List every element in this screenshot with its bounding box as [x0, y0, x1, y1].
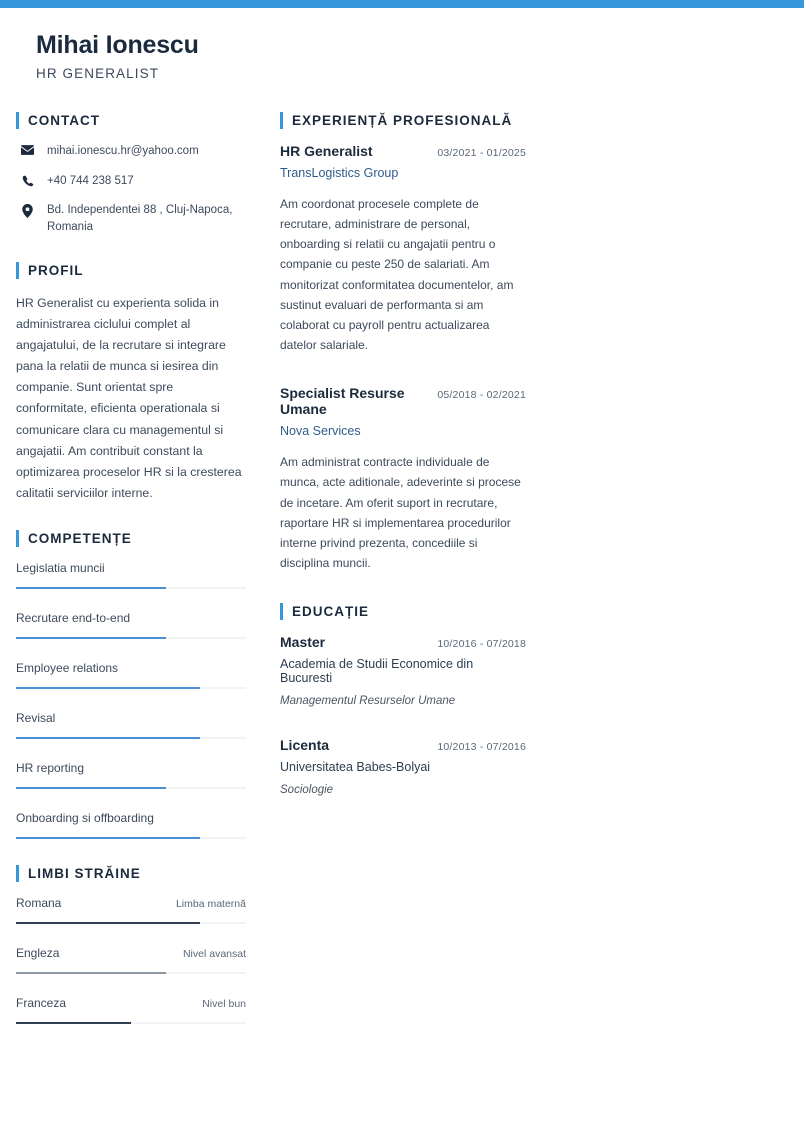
language-level-text: Nivel avansat [182, 948, 246, 961]
education-date: 10/2013 - 07/2016 [437, 741, 526, 754]
experience-date: 05/2018 - 02/2021 [437, 389, 526, 402]
skill-label: Legislatia muncii [16, 561, 105, 576]
education-institution: Universitatea Babes-Bolyai [280, 760, 431, 775]
skill-bar-fill [16, 587, 166, 589]
skill-bar-track [16, 587, 246, 589]
contact-phone-text: +40 744 238 517 [47, 174, 134, 187]
experience-role: HR Generalist [280, 143, 373, 159]
experience-list [280, 143, 526, 573]
top-accent-banner [0, 0, 804, 8]
section-accent-rule [280, 112, 283, 129]
resume-header [0, 8, 804, 81]
language-level-text: Limba maternă [175, 898, 246, 911]
education-section [280, 603, 526, 796]
skills-heading-label: COMPETENȚE [28, 531, 132, 547]
languages-section [16, 865, 246, 1024]
language-bar-fill [16, 972, 166, 974]
skill-bar-fill [16, 737, 200, 739]
skill-label: HR reporting [16, 761, 85, 776]
experience-role: Specialist Resurse Umane [280, 385, 405, 418]
experience-section [280, 112, 526, 573]
experience-entry [280, 143, 526, 355]
contact-email-text: mihai.ionescu.hr@yahoo.com [47, 145, 199, 157]
language-label: Franceza [16, 996, 67, 1011]
education-degree: Licenta [280, 737, 330, 754]
education-heading-label: EDUCAȚIE [292, 604, 370, 620]
language-bar-track [16, 922, 246, 924]
contact-heading-label: CONTACT [28, 113, 100, 128]
section-accent-rule [280, 603, 283, 620]
skill-bar-track [16, 837, 246, 839]
education-heading [280, 603, 526, 620]
experience-heading-label: EXPERIENȚĂ PROFESIONALĂ [292, 113, 513, 128]
candidate-job-title: HR GENERALIST [36, 66, 160, 81]
experience-organization: Nova Services [280, 424, 361, 439]
experience-heading [280, 112, 526, 129]
education-list [280, 634, 526, 796]
candidate-name: Mihai Ionescu [36, 31, 199, 59]
languages-heading [16, 865, 246, 882]
profile-summary-text: HR Generalist cu experienta solida in administrarea ciclului complet al angajatului, de la recrutare si integrare pana la relatii de munca si iesirea din companie. Sunt orientat spre conformitate, eficienta operationala si comunicare clara cu managementul si angajatii. Am contribuit constant la optimizarea proceselor HR si la cresterea calitatii serviciilor interne. [16, 295, 242, 500]
skill-bar-fill [16, 787, 166, 789]
language-bar-fill [16, 922, 200, 924]
skill-label: Employee relations [16, 661, 119, 676]
skill-bar-track [16, 787, 246, 789]
education-entry [280, 737, 526, 796]
skill-label: Revisal [16, 711, 56, 726]
language-bar-fill [16, 1022, 131, 1024]
education-degree: Master [280, 634, 326, 651]
language-label: Engleza [16, 946, 60, 961]
language-item [16, 996, 246, 1024]
skill-bar-track [16, 637, 246, 639]
profile-heading-label: PROFIL [28, 262, 84, 278]
right-column [0, 112, 540, 826]
language-bar-track [16, 1022, 246, 1024]
languages-list [16, 896, 246, 1024]
skill-bar-fill [16, 837, 200, 839]
education-institution: Academia de Studii Economice din Bucuresti [280, 657, 474, 686]
skill-bar-track [16, 687, 246, 689]
experience-date: 03/2021 - 01/2025 [437, 147, 526, 159]
experience-description: Am coordonat procesele complete de recrutare, administrare de personal, onboarding si relatii cu angajatii pentru o companie cu peste 250 de salariati. Am monitorizat conformitatea documentelor, am sustinut evaluari de performanta si am colaborat cu payroll pentru actualizarea datelor salariale. [280, 197, 514, 353]
education-entry [280, 634, 526, 707]
language-label: Romana [16, 896, 62, 911]
resume-body [0, 112, 804, 1050]
language-item [16, 946, 246, 974]
experience-organization: TransLogistics Group [280, 166, 399, 180]
contact-address-text: Bd. Independentei 88 , Cluj-Napoca, Romania [47, 204, 233, 234]
language-level-text: Nivel bun [202, 998, 246, 1011]
education-field: Managementul Resurselor Umane [280, 695, 456, 708]
education-date: 10/2016 - 07/2018 [437, 638, 526, 651]
language-bar-track [16, 972, 246, 974]
section-accent-rule [16, 865, 19, 882]
skill-bar-fill [16, 687, 200, 689]
skill-bar-track [16, 737, 246, 739]
skill-label: Onboarding si offboarding [16, 811, 154, 826]
languages-heading-label: LIMBI STRĂINE [28, 866, 141, 882]
experience-entry [280, 385, 526, 573]
experience-description: Am administrat contracte individuale de munca, acte aditionale, adeverinte si procese de incetare. Am oferit suport in recrutare, raportare HR si implementarea procedurilor interne privind prezenta, concediile si disciplina muncii. [280, 455, 521, 571]
skill-bar-fill [16, 637, 166, 639]
language-item [16, 896, 246, 924]
education-field: Sociologie [280, 784, 334, 797]
skill-label: Recrutare end-to-end [16, 611, 131, 626]
